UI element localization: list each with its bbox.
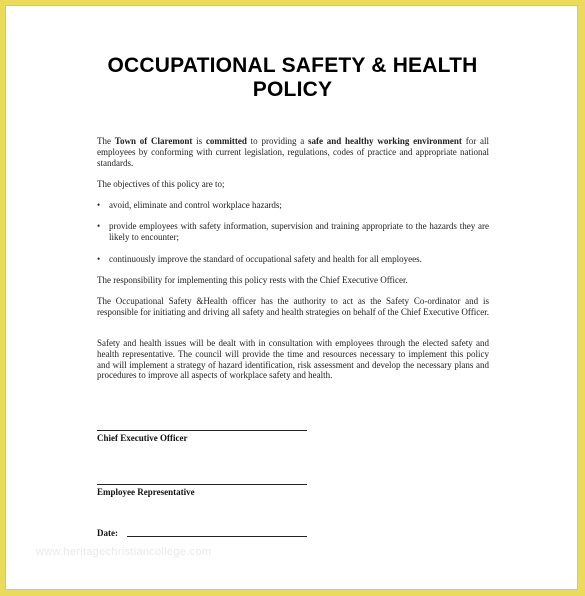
intro-text-g: for all employees by conforming with current legislation, regulations, codes of practice and appropriate national standards. — [97, 136, 489, 168]
date-label: Date: — [97, 528, 118, 538]
committed-word: committed — [205, 136, 247, 146]
bullet-symbol: • — [97, 221, 101, 231]
responsibility-paragraph: The responsibility for implementing this policy rests with the Chief Executive Officer. — [97, 275, 408, 285]
representative-signature-line[interactable] — [97, 484, 307, 485]
objectives-intro: The objectives of this policy are to; — [97, 179, 225, 189]
safe-environment-phrase: safe and healthy working environment — [307, 136, 462, 146]
objective-item-2: provide employees with safety information, supervision and training appropriate to the hazards they are likely to encounter; — [109, 221, 489, 242]
document-page — [5, 5, 578, 590]
watermark-text: www.heritagechristiancollege.com — [36, 546, 212, 558]
representative-signature-label: Employee Representative — [97, 487, 195, 497]
ceo-signature-line[interactable] — [97, 430, 307, 431]
bullet-symbol: • — [97, 200, 101, 210]
ceo-signature-label: Chief Executive Officer — [97, 433, 188, 443]
bullet-symbol: • — [97, 254, 101, 264]
organization-name: Town of Claremont — [114, 136, 193, 146]
officer-paragraph: The Occupational Safety &Health officer has the authority to act as the Safety Co-ordinator and is responsible for initiating and driving all safety and health strategies on behalf of the Chief Executive Officer. — [97, 296, 489, 317]
consultation-paragraph: Safety and health issues will be dealt with in consultation with employees through the elected safety and health representative. The council will provide the time and resources necessary to implement this policy and will implement a strategy of hazard identification, risk assessment and develop the necessary plans and procedures to improve all aspects of workplace safety and health. — [97, 338, 489, 381]
document-title-line-2: POLICY — [252, 78, 333, 101]
intro-text-c: is — [192, 136, 206, 146]
intro-paragraph — [97, 136, 489, 168]
objective-item-1: avoid, eliminate and control workplace hazards; — [109, 200, 282, 210]
objective-item-3: continuously improve the standard of occupational safety and health for all employees. — [109, 254, 422, 264]
document-title-line-1: OCCUPATIONAL SAFETY & HEALTH — [107, 54, 478, 77]
intro-text-a: The — [97, 136, 115, 146]
date-line[interactable] — [127, 536, 307, 537]
intro-text-e: to providing a — [246, 136, 308, 146]
